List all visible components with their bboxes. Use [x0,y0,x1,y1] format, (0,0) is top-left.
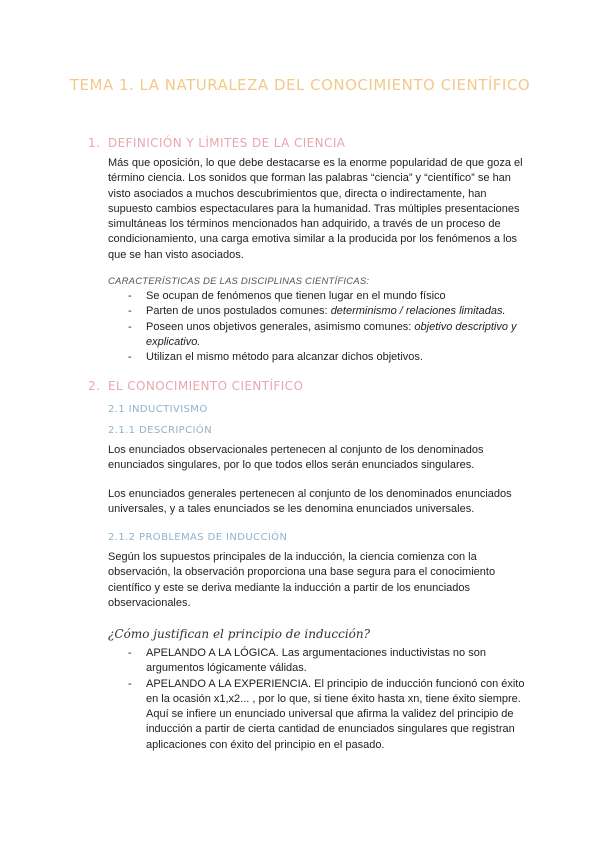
subsection-problemas-induccion: 2.1.2 PROBLEMAS DE INDUCCIÓN [108,532,288,543]
subsection-descripcion: 2.1.1 DESCRIPCIÓN [108,425,212,436]
subsection-inductivismo: 2.1 INDUCTIVISMO [108,404,208,415]
list-item: - Utilizan el mismo método para alcanzar dichos objetivos. [128,350,532,365]
justification-list [128,646,532,753]
paragraph-observacionales: Los enunciados observacionales pertenecen al conjunto de los denominados enunciados singulares, por lo que todos ellos serán enunciados singulares. [108,444,484,472]
section-1-number: 1. [88,136,101,150]
dash-bullet: - [128,305,132,318]
section-2-number: 2. [88,379,101,393]
section-1-paragraph: Más que oposición, lo que debe destacarse es la enorme popularidad de que goza el término ciencia. Los sonidos que forman las palabras “ciencia” y “científico” se han visto asociados a muchos descubrimientos que, directa o indirectamente, han supuesto cambios espectaculares para la humanidad. Tras múltiples presentaciones simultáneas los términos mencionados han adquirido, a través de un proceso de condicionamiento, una carga emotiva similar a la producida por los fenómenos a los que se han visto asociados. [108,157,523,261]
question-heading: ¿Cómo justifican el principio de inducción? [108,627,371,641]
characteristics-list [128,289,532,365]
dash-bullet: - [128,290,132,302]
dash-bullet: - [128,351,132,364]
list-item: - Parten de unos postulados comunes: determinismo / relaciones limitadas. [128,304,532,319]
section-1-title: DEFINICIÓN Y LÍMITES DE LA CIENCIA [108,136,346,150]
paragraph-supuestos: Según los supuestos principales de la inducción, la ciencia comienza con la observación, la observación proporciona una base segura para el conocimiento científico y este se deriva mediante la inducción a partir de los enunciados observacionales. [108,551,496,609]
dash-bullet: - [128,647,132,659]
characteristics-subheading: CARACTERÍSTICAS DE LAS DISCIPLINAS CIENTÍFICAS: [108,276,370,287]
section-1-heading [88,136,345,150]
list-item: - APELANDO A LA LÓGICA. Las argumentaciones inductivistas no son argumentos lógicamente válidas. [128,647,486,675]
page-title: TEMA 1. LA NATURALEZA DEL CONOCIMIENTO CIENTÍFICO [69,76,531,94]
paragraph-generales: Los enunciados generales pertenecen al conjunto de los denominados enunciados universales, y a tales enunciados se les denomina enunciados universales. [108,488,512,516]
dash-bullet: - [128,677,132,690]
dash-bullet: - [128,320,132,333]
section-2-title: EL CONOCIMIENTO CIENTÍFICO [108,379,304,393]
list-item: - APELANDO A LA EXPERIENCIA. El principio de inducción funcionó con éxito en la ocasión x1,x2... , por lo que, si tiene éxito hasta xn, tiene éxito siempre. Aquí se infiere un enunciado universal que afirma la validez del principio de inducción a partir de cierta cantidad de enunciados singulares que registran aplicaciones con éxito del principio en el pasado. [128,677,525,751]
list-item: - Se ocupan de fenómenos que tienen lugar en el mundo físico [128,289,532,304]
list-item: - Poseen unos objetivos generales, asimismo comunes: objetivo descriptivo y explicativo. [128,320,517,348]
section-2-heading [88,379,303,393]
